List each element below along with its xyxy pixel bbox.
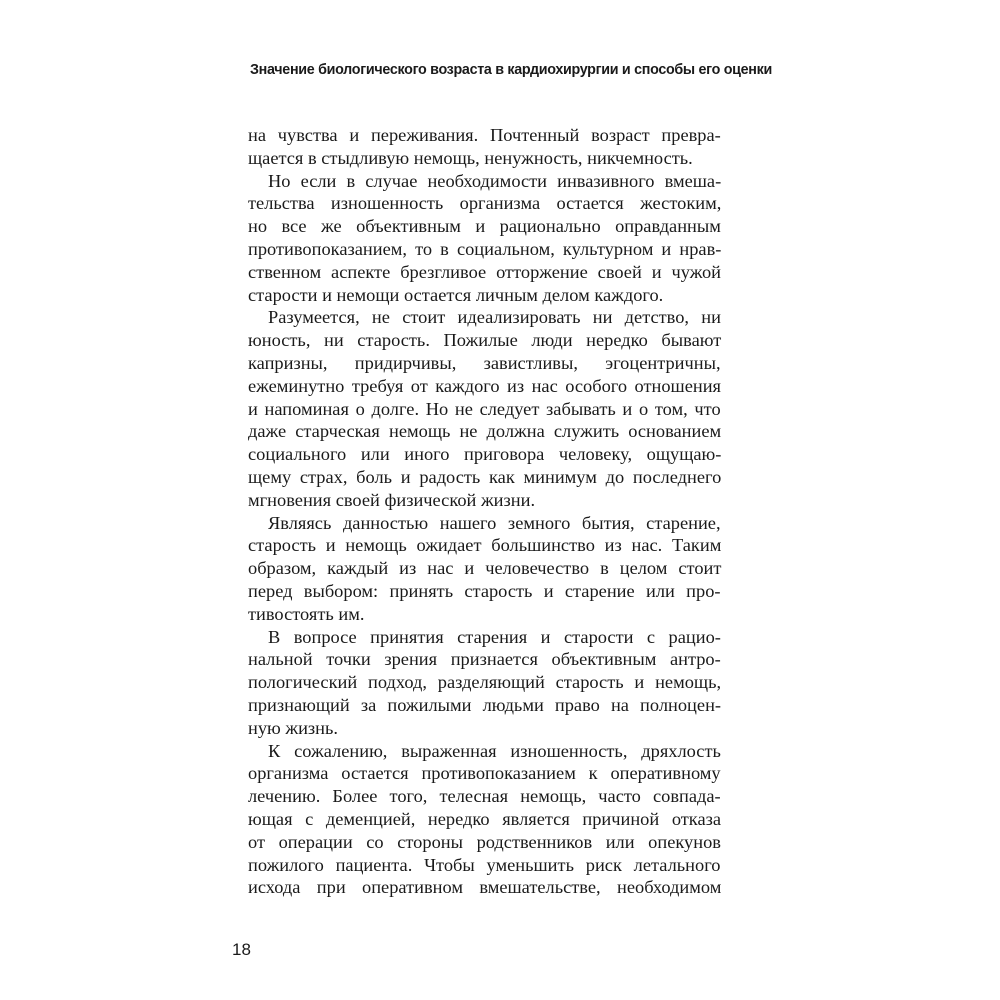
text-line: перед выбором: принять старость и старение или про-: [248, 580, 721, 601]
text-line: организма остается противопоказанием к оперативному: [248, 763, 721, 784]
text-line: капризны, придирчивы, завистливы, эгоцентричны,: [248, 352, 721, 373]
text-line: нальной точки зрения признается объективным антро-: [248, 649, 721, 670]
paragraph-first-line: Разумеется, не стоит идеализировать ни детство, ни: [268, 307, 721, 328]
paragraph-first-line: Но если в случае необходимости инвазивного вмеша-: [268, 170, 722, 191]
text-line: пожилого пациента. Чтобы уменьшить риск летального: [248, 854, 721, 875]
text-line: даже старческая немощь не должна служить основанием: [248, 421, 722, 442]
text-line: противопоказанием, то в социальном, культурном и нрав-: [248, 238, 722, 259]
text-line: но все же объективным и рационально оправданным: [248, 216, 721, 237]
text-line: от операции со стороны родственников или опекунов: [248, 831, 721, 852]
paragraph-first-line: К сожалению, выраженная изношенность, дряхлость: [268, 740, 721, 761]
text-line: старости и немощи остается личным делом каждого.: [248, 284, 664, 305]
text-line: мгновения своей физической жизни.: [248, 489, 536, 510]
text-line: признающий за пожилыми людьми право на полноцен-: [248, 694, 722, 715]
page-number: 18: [232, 940, 251, 959]
text-line: на чувства и переживания. Почтенный возраст превра-: [248, 125, 721, 145]
text-line: тивостоять им.: [248, 603, 365, 624]
text-line: исхода при оперативном вмешательстве, необходимом: [248, 877, 722, 898]
text-line: образом, каждый из нас и человечество в целом стоит: [248, 558, 722, 579]
text-line: ную жизнь.: [248, 717, 339, 738]
text-line: ежеминутно требуя от каждого из нас особого отношения: [248, 375, 721, 396]
text-line: и напоминая о долге. Но не следует забывать и о том, что: [248, 398, 721, 419]
text-line: тельства изношенность организма остается жестоким,: [248, 193, 722, 214]
text-line: лечению. Более того, телесная немощь, часто совпада-: [248, 786, 721, 807]
body-text: [248, 124, 848, 899]
text-line: щему страх, боль и радость как минимум до последнего: [248, 466, 722, 487]
text-line: пологический подход, разделяющий старость и немощь,: [248, 672, 722, 693]
paragraph-first-line: Являясь данностью нашего земного бытия, старение,: [268, 512, 721, 533]
text-line: ственном аспекте брезгливое отторжение своей и чужой: [248, 261, 722, 282]
text-line: социального или иного приговора человеку, ощущаю-: [248, 444, 722, 465]
text-line: юность, ни старость. Пожилые люди нередко бывают: [248, 330, 722, 351]
paragraph-first-line: В вопросе принятия старения и старости с рацио-: [268, 626, 721, 647]
running-title: Значение биологического возраста в кардиохирургии и способы его оценки: [250, 62, 772, 78]
text-line: ющая с деменцией, нередко является причиной отказа: [248, 808, 722, 829]
text-line: щается в стыдливую немощь, ненужность, никчемность.: [248, 147, 693, 168]
text-line: старость и немощь ожидает большинство из нас. Таким: [248, 535, 722, 556]
